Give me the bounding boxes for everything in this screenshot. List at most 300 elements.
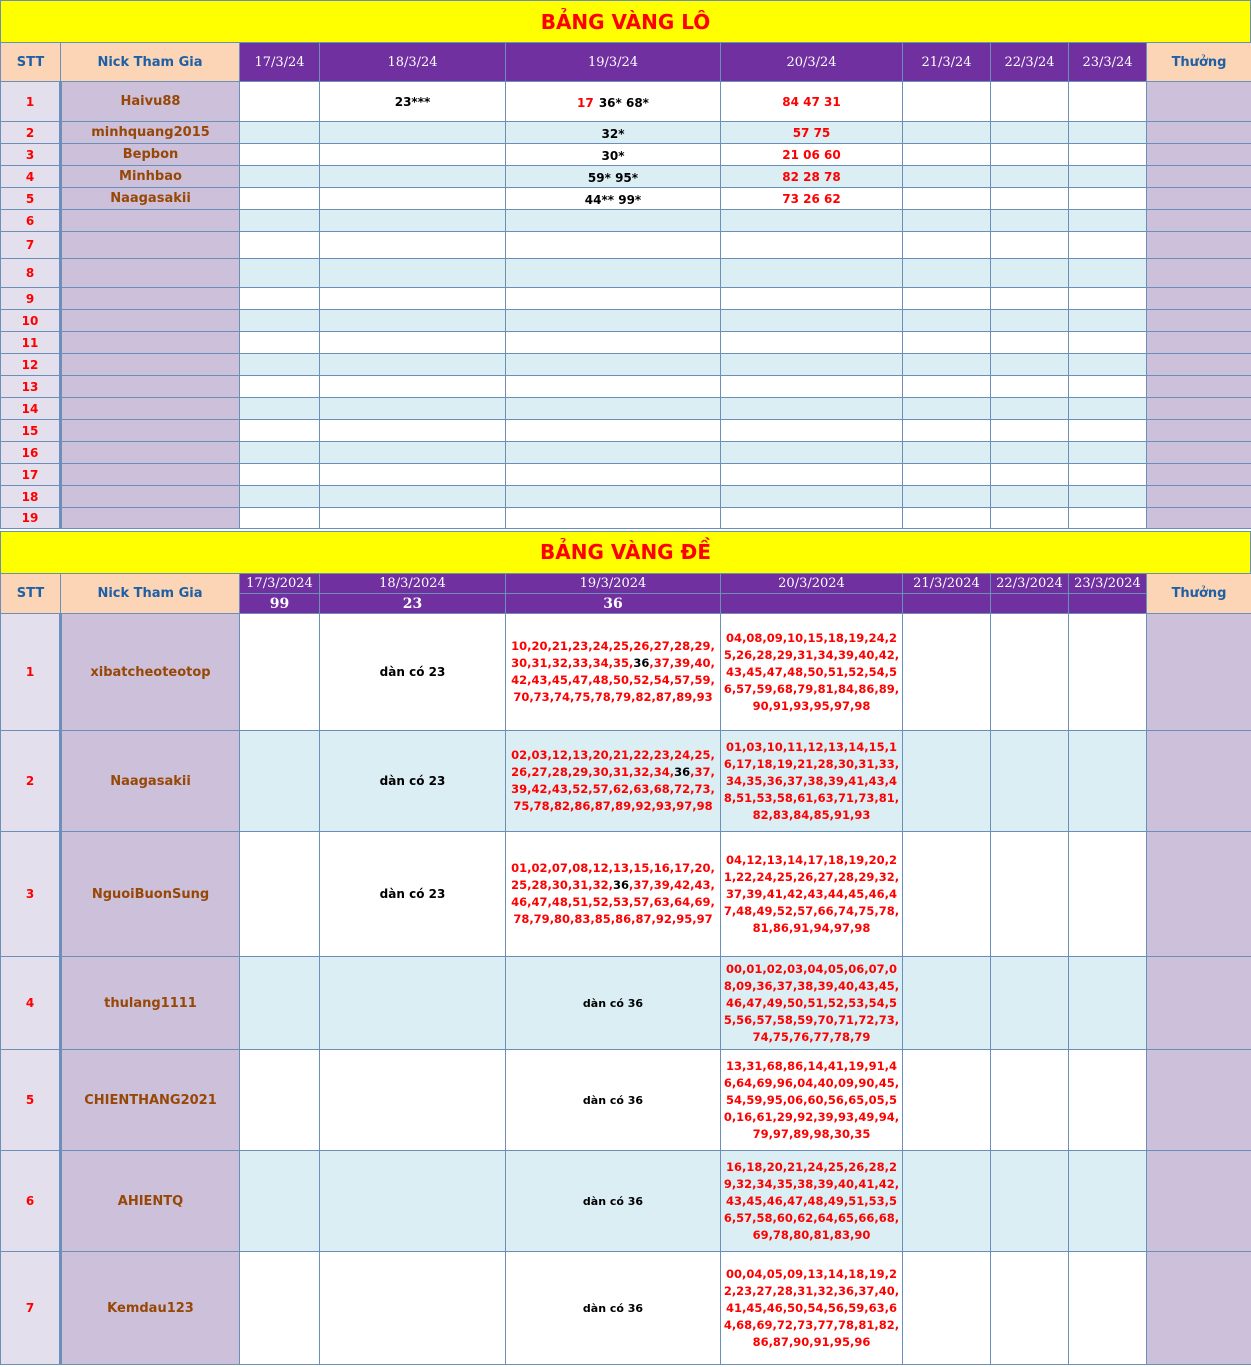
pick-numbers: 44** 99* bbox=[584, 193, 642, 207]
day-cell-21 bbox=[903, 957, 991, 1050]
nick-cell bbox=[61, 332, 240, 354]
de-table-row bbox=[1, 832, 1251, 957]
day-cell-20: 16,18,20,21,24,25,26,28,29,32,34,35,38,39,40,41,42,43,45,46,47,48,49,51,53,56,57,58,60,62,64,65,66,68,69,78,80,81,83,90 bbox=[721, 1151, 903, 1252]
lo-table-row bbox=[1, 232, 1251, 259]
day-cell-18 bbox=[320, 957, 506, 1050]
day-cell-17 bbox=[240, 259, 320, 288]
day-cell-22 bbox=[991, 420, 1069, 442]
lo-table-row bbox=[1, 166, 1251, 188]
day-cell-18 bbox=[320, 464, 506, 486]
day-cell-17 bbox=[240, 1151, 320, 1252]
lo-table-row bbox=[1, 464, 1251, 486]
day-cell-22 bbox=[991, 508, 1069, 529]
lo-header-date: 19/3/24 bbox=[506, 43, 721, 82]
day-cell-23 bbox=[1069, 1151, 1147, 1252]
hit-number: 36 bbox=[613, 878, 630, 892]
thuong-cell bbox=[1147, 420, 1251, 442]
day-cell-21 bbox=[903, 486, 991, 508]
de-header-date: 23/3/2024 bbox=[1069, 574, 1147, 594]
thuong-cell bbox=[1147, 508, 1251, 529]
day-cell-23 bbox=[1069, 332, 1147, 354]
day-cell-17 bbox=[240, 310, 320, 332]
thuong-cell bbox=[1147, 122, 1251, 144]
pick-numbers: ,37,39,40,42,43,45,47,48,50,52,54,57,59,70,73,74,75,78,79,82,87,89,93 bbox=[511, 656, 715, 704]
de-header-thuong: Thưởng bbox=[1147, 574, 1251, 614]
thuong-cell bbox=[1147, 166, 1251, 188]
day-cell-20 bbox=[721, 508, 903, 529]
day-cell-19 bbox=[506, 398, 721, 420]
nick-cell bbox=[61, 288, 240, 310]
day-cell-23 bbox=[1069, 232, 1147, 259]
day-cell-21 bbox=[903, 1252, 991, 1365]
day-cell-23 bbox=[1069, 288, 1147, 310]
day-cell-17 bbox=[240, 122, 320, 144]
day-cell-21 bbox=[903, 731, 991, 832]
day-cell-22 bbox=[991, 354, 1069, 376]
day-cell-19 bbox=[506, 188, 721, 210]
nick-cell: minhquang2015 bbox=[61, 122, 240, 144]
day-cell-22 bbox=[991, 442, 1069, 464]
thuong-cell bbox=[1147, 1050, 1251, 1151]
day-cell-19 bbox=[506, 210, 721, 232]
day-cell-19 bbox=[506, 232, 721, 259]
lo-header-date: 21/3/24 bbox=[903, 43, 991, 82]
lo-table-row bbox=[1, 210, 1251, 232]
day-cell-21 bbox=[903, 354, 991, 376]
day-cell-19 bbox=[506, 376, 721, 398]
day-cell-18 bbox=[320, 210, 506, 232]
de-header-date: 22/3/2024 bbox=[991, 574, 1069, 594]
day-cell-17 bbox=[240, 210, 320, 232]
day-cell-19 bbox=[506, 310, 721, 332]
day-cell-22 bbox=[991, 1252, 1069, 1365]
day-cell-17 bbox=[240, 232, 320, 259]
thuong-cell bbox=[1147, 144, 1251, 166]
de-header-date: 20/3/2024 bbox=[721, 574, 903, 594]
day-cell-17 bbox=[240, 288, 320, 310]
de-table-row bbox=[1, 957, 1251, 1050]
de-table-row bbox=[1, 1252, 1251, 1365]
day-cell-18 bbox=[320, 232, 506, 259]
day-cell-20: 01,03,10,11,12,13,14,15,16,17,18,19,21,28,30,31,33,34,35,36,37,38,39,41,43,48,51,53,58,61,63,71,73,81,82,83,84,85,91,93 bbox=[721, 731, 903, 832]
hit-number: 36 bbox=[674, 765, 691, 779]
day-cell-21 bbox=[903, 144, 991, 166]
day-cell-21 bbox=[903, 288, 991, 310]
day-cell-23 bbox=[1069, 188, 1147, 210]
day-cell-22 bbox=[991, 1151, 1069, 1252]
day-cell-18 bbox=[320, 486, 506, 508]
nick-cell: Minhbao bbox=[61, 166, 240, 188]
lo-table-row bbox=[1, 442, 1251, 464]
stt-cell: 10 bbox=[1, 310, 61, 332]
day-cell-19 bbox=[506, 122, 721, 144]
day-cell-19 bbox=[506, 288, 721, 310]
stt-cell: 5 bbox=[1, 1050, 61, 1151]
pick-numbers: 01,02,07,08,12,13,15,16,17,20,25,28,30,31,32, bbox=[511, 861, 715, 892]
pick-numbers: 02,03,12,13,20,21,22,23,24,25,26,27,28,29,30,31,32,34, bbox=[511, 748, 715, 779]
thuong-cell bbox=[1147, 332, 1251, 354]
hit-number: 36 bbox=[633, 656, 650, 670]
lo-header-date: 22/3/24 bbox=[991, 43, 1069, 82]
day-cell-21 bbox=[903, 82, 991, 122]
de-result: 99 bbox=[240, 594, 320, 614]
day-cell-20 bbox=[721, 354, 903, 376]
lo-header-thuong: Thưởng bbox=[1147, 43, 1251, 82]
day-cell-22 bbox=[991, 188, 1069, 210]
thuong-cell bbox=[1147, 398, 1251, 420]
day-cell-23 bbox=[1069, 144, 1147, 166]
nick-cell: Bepbon bbox=[61, 144, 240, 166]
pick-numbers: 36* 68* bbox=[598, 96, 649, 110]
de-table bbox=[0, 573, 1251, 1365]
nick-cell bbox=[61, 398, 240, 420]
day-cell-18 bbox=[320, 398, 506, 420]
nick-cell bbox=[61, 442, 240, 464]
lo-table-row bbox=[1, 288, 1251, 310]
thuong-cell bbox=[1147, 188, 1251, 210]
day-cell-22 bbox=[991, 1050, 1069, 1151]
nick-cell bbox=[61, 508, 240, 529]
de-header-stt: STT bbox=[1, 574, 61, 614]
thuong-cell bbox=[1147, 376, 1251, 398]
thuong-cell bbox=[1147, 310, 1251, 332]
lo-header-date: 20/3/24 bbox=[721, 43, 903, 82]
nick-cell bbox=[61, 376, 240, 398]
stt-cell: 4 bbox=[1, 957, 61, 1050]
day-cell-20 bbox=[721, 332, 903, 354]
day-cell-19 bbox=[506, 508, 721, 529]
de-header-date: 19/3/2024 bbox=[506, 574, 721, 594]
day-cell-20 bbox=[721, 310, 903, 332]
day-cell-23 bbox=[1069, 442, 1147, 464]
day-cell-20 bbox=[721, 232, 903, 259]
day-cell-23 bbox=[1069, 731, 1147, 832]
nick-cell bbox=[61, 232, 240, 259]
nick-cell bbox=[61, 259, 240, 288]
nick-cell: Kemdau123 bbox=[61, 1252, 240, 1365]
nick-cell bbox=[61, 310, 240, 332]
day-cell-21 bbox=[903, 614, 991, 731]
day-cell-22 bbox=[991, 310, 1069, 332]
stt-cell: 8 bbox=[1, 259, 61, 288]
day-cell-20 bbox=[721, 486, 903, 508]
pick-numbers: ,37,39,42,43,52,57,62,63,68,72,73,75,78,82,86,87,89,92,93,97,98 bbox=[511, 765, 715, 813]
lo-table-row bbox=[1, 398, 1251, 420]
de-result: 36 bbox=[506, 594, 721, 614]
lo-table-row bbox=[1, 332, 1251, 354]
day-cell-19: dàn có 36 bbox=[506, 1151, 721, 1252]
day-cell-18 bbox=[320, 1050, 506, 1151]
stt-cell: 11 bbox=[1, 332, 61, 354]
day-cell-23 bbox=[1069, 614, 1147, 731]
day-cell-23 bbox=[1069, 1252, 1147, 1365]
day-cell-21 bbox=[903, 420, 991, 442]
day-cell-22 bbox=[991, 232, 1069, 259]
day-cell-17 bbox=[240, 376, 320, 398]
day-cell-17 bbox=[240, 1252, 320, 1365]
thuong-cell bbox=[1147, 210, 1251, 232]
day-cell-19 bbox=[506, 731, 721, 832]
day-cell-17 bbox=[240, 486, 320, 508]
day-cell-20: 82 28 78 bbox=[721, 166, 903, 188]
day-cell-20: 04,08,09,10,15,18,19,24,25,26,28,29,31,34,39,40,42,43,45,47,48,50,51,52,54,56,57,59,68,79,81,84,86,89,90,91,93,95,97,98 bbox=[721, 614, 903, 731]
day-cell-21 bbox=[903, 1050, 991, 1151]
hit-number: 17 bbox=[577, 96, 594, 110]
day-cell-18 bbox=[320, 188, 506, 210]
stt-cell: 5 bbox=[1, 188, 61, 210]
day-cell-18 bbox=[320, 420, 506, 442]
day-cell-22 bbox=[991, 144, 1069, 166]
de-result bbox=[903, 594, 991, 614]
de-header-date: 18/3/2024 bbox=[320, 574, 506, 594]
day-cell-21 bbox=[903, 310, 991, 332]
stt-cell: 16 bbox=[1, 442, 61, 464]
stt-cell: 12 bbox=[1, 354, 61, 376]
day-cell-21 bbox=[903, 332, 991, 354]
lo-header-row bbox=[1, 43, 1251, 82]
nick-cell bbox=[61, 210, 240, 232]
day-cell-19 bbox=[506, 442, 721, 464]
stt-cell: 17 bbox=[1, 464, 61, 486]
stt-cell: 7 bbox=[1, 1252, 61, 1365]
de-table-row bbox=[1, 731, 1251, 832]
stt-cell: 6 bbox=[1, 1151, 61, 1252]
thuong-cell bbox=[1147, 259, 1251, 288]
day-cell-23 bbox=[1069, 210, 1147, 232]
stt-cell: 6 bbox=[1, 210, 61, 232]
day-cell-17 bbox=[240, 188, 320, 210]
day-cell-22 bbox=[991, 166, 1069, 188]
day-cell-17 bbox=[240, 354, 320, 376]
day-cell-21 bbox=[903, 259, 991, 288]
day-cell-23 bbox=[1069, 82, 1147, 122]
day-cell-19 bbox=[506, 332, 721, 354]
day-cell-21 bbox=[903, 1151, 991, 1252]
stt-cell: 15 bbox=[1, 420, 61, 442]
stt-cell: 13 bbox=[1, 376, 61, 398]
day-cell-18 bbox=[320, 288, 506, 310]
pick-numbers: 32* bbox=[601, 127, 625, 141]
day-cell-23 bbox=[1069, 508, 1147, 529]
day-cell-22 bbox=[991, 332, 1069, 354]
lo-header-date: 17/3/24 bbox=[240, 43, 320, 82]
day-cell-17 bbox=[240, 442, 320, 464]
day-cell-20: 00,04,05,09,13,14,18,19,22,23,27,28,31,32,36,37,40,41,45,46,50,54,56,59,63,64,68,69,72,73,77,78,81,82,86,87,90,91,95,96 bbox=[721, 1252, 903, 1365]
day-cell-20: 21 06 60 bbox=[721, 144, 903, 166]
day-cell-21 bbox=[903, 442, 991, 464]
thuong-cell bbox=[1147, 1252, 1251, 1365]
day-cell-22 bbox=[991, 82, 1069, 122]
de-result: 23 bbox=[320, 594, 506, 614]
day-cell-21 bbox=[903, 398, 991, 420]
day-cell-20 bbox=[721, 288, 903, 310]
day-cell-19 bbox=[506, 144, 721, 166]
day-cell-18 bbox=[320, 376, 506, 398]
day-cell-18 bbox=[320, 332, 506, 354]
lo-body bbox=[1, 82, 1251, 529]
day-cell-23 bbox=[1069, 486, 1147, 508]
day-cell-18 bbox=[320, 442, 506, 464]
day-cell-17 bbox=[240, 464, 320, 486]
stt-cell: 2 bbox=[1, 731, 61, 832]
stt-cell: 2 bbox=[1, 122, 61, 144]
day-cell-23 bbox=[1069, 376, 1147, 398]
lo-table-row bbox=[1, 420, 1251, 442]
day-cell-19 bbox=[506, 166, 721, 188]
day-cell-23 bbox=[1069, 354, 1147, 376]
day-cell-18 bbox=[320, 354, 506, 376]
nick-cell bbox=[61, 464, 240, 486]
day-cell-21 bbox=[903, 210, 991, 232]
stt-cell: 1 bbox=[1, 614, 61, 731]
nick-cell: CHIENTHANG2021 bbox=[61, 1050, 240, 1151]
lo-table-row bbox=[1, 376, 1251, 398]
de-result bbox=[721, 594, 903, 614]
day-cell-20 bbox=[721, 464, 903, 486]
day-cell-23 bbox=[1069, 259, 1147, 288]
day-cell-20: 57 75 bbox=[721, 122, 903, 144]
day-cell-23 bbox=[1069, 166, 1147, 188]
nick-cell: Naagasakii bbox=[61, 188, 240, 210]
day-cell-22 bbox=[991, 486, 1069, 508]
day-cell-17 bbox=[240, 82, 320, 122]
thuong-cell bbox=[1147, 614, 1251, 731]
day-cell-18: dàn có 23 bbox=[320, 731, 506, 832]
day-cell-20: 73 26 62 bbox=[721, 188, 903, 210]
day-cell-22 bbox=[991, 832, 1069, 957]
day-cell-20 bbox=[721, 398, 903, 420]
day-cell-17 bbox=[240, 731, 320, 832]
thuong-cell bbox=[1147, 82, 1251, 122]
de-header-date: 21/3/2024 bbox=[903, 574, 991, 594]
stt-cell: 19 bbox=[1, 508, 61, 529]
day-cell-17 bbox=[240, 832, 320, 957]
thuong-cell bbox=[1147, 486, 1251, 508]
day-cell-19 bbox=[506, 614, 721, 731]
de-result bbox=[991, 594, 1069, 614]
day-cell-18 bbox=[320, 508, 506, 529]
stt-cell: 14 bbox=[1, 398, 61, 420]
day-cell-20: 04,12,13,14,17,18,19,20,21,22,24,25,26,27,28,29,32,37,39,41,42,43,44,45,46,47,48,49,52,57,66,74,75,78,81,86,91,94,97,98 bbox=[721, 832, 903, 957]
nick-cell bbox=[61, 354, 240, 376]
day-cell-17 bbox=[240, 614, 320, 731]
day-cell-21 bbox=[903, 832, 991, 957]
day-cell-18 bbox=[320, 1252, 506, 1365]
day-cell-19: dàn có 36 bbox=[506, 957, 721, 1050]
day-cell-17 bbox=[240, 144, 320, 166]
day-cell-17 bbox=[240, 508, 320, 529]
day-cell-22 bbox=[991, 210, 1069, 232]
day-cell-23 bbox=[1069, 832, 1147, 957]
stt-cell: 3 bbox=[1, 832, 61, 957]
lo-table-row bbox=[1, 508, 1251, 529]
thuong-cell bbox=[1147, 288, 1251, 310]
stt-cell: 9 bbox=[1, 288, 61, 310]
day-cell-22 bbox=[991, 614, 1069, 731]
day-cell-18 bbox=[320, 259, 506, 288]
day-cell-20: 13,31,68,86,14,41,19,91,46,64,69,96,04,40,09,90,45,54,59,95,06,60,56,65,05,50,16,61,29,92,39,93,49,94,79,97,89,98,30,35 bbox=[721, 1050, 903, 1151]
thuong-cell bbox=[1147, 957, 1251, 1050]
day-cell-23 bbox=[1069, 1050, 1147, 1151]
lo-table bbox=[0, 42, 1251, 529]
lo-header-date: 18/3/24 bbox=[320, 43, 506, 82]
day-cell-23 bbox=[1069, 398, 1147, 420]
day-cell-17 bbox=[240, 420, 320, 442]
thuong-cell bbox=[1147, 464, 1251, 486]
day-cell-19: dàn có 36 bbox=[506, 1252, 721, 1365]
stt-cell: 4 bbox=[1, 166, 61, 188]
day-cell-19: dàn có 36 bbox=[506, 1050, 721, 1151]
nick-cell: xibatcheoteotop bbox=[61, 614, 240, 731]
day-cell-23 bbox=[1069, 464, 1147, 486]
stt-cell: 3 bbox=[1, 144, 61, 166]
pick-numbers: ,37,39,42,43,46,47,48,51,52,53,57,63,64,69,78,79,80,83,85,86,87,92,95,97 bbox=[511, 878, 715, 926]
stt-cell: 1 bbox=[1, 82, 61, 122]
day-cell-20: 84 47 31 bbox=[721, 82, 903, 122]
thuong-cell bbox=[1147, 1151, 1251, 1252]
lo-header-stt: STT bbox=[1, 43, 61, 82]
day-cell-20 bbox=[721, 420, 903, 442]
de-result bbox=[1069, 594, 1147, 614]
day-cell-19 bbox=[506, 486, 721, 508]
day-cell-19 bbox=[506, 354, 721, 376]
de-header-nick: Nick Tham Gia bbox=[61, 574, 240, 614]
day-cell-22 bbox=[991, 398, 1069, 420]
day-cell-21 bbox=[903, 464, 991, 486]
stt-cell: 18 bbox=[1, 486, 61, 508]
day-cell-21 bbox=[903, 122, 991, 144]
nick-cell: Naagasakii bbox=[61, 731, 240, 832]
day-cell-20 bbox=[721, 442, 903, 464]
lo-table-row bbox=[1, 144, 1251, 166]
stt-cell: 7 bbox=[1, 232, 61, 259]
de-header-date: 17/3/2024 bbox=[240, 574, 320, 594]
day-cell-19 bbox=[506, 420, 721, 442]
day-cell-18: 23*** bbox=[320, 82, 506, 122]
de-table-row bbox=[1, 1151, 1251, 1252]
pick-numbers: 59* 95* bbox=[587, 171, 639, 185]
lo-table-row bbox=[1, 82, 1251, 122]
day-cell-22 bbox=[991, 288, 1069, 310]
thuong-cell bbox=[1147, 442, 1251, 464]
day-cell-21 bbox=[903, 188, 991, 210]
lo-title: BẢNG VÀNG LÔ bbox=[0, 0, 1251, 44]
day-cell-18 bbox=[320, 122, 506, 144]
day-cell-23 bbox=[1069, 310, 1147, 332]
nick-cell: Haivu88 bbox=[61, 82, 240, 122]
day-cell-23 bbox=[1069, 122, 1147, 144]
de-table-row bbox=[1, 1050, 1251, 1151]
lo-table-row bbox=[1, 188, 1251, 210]
lo-table-row bbox=[1, 122, 1251, 144]
day-cell-19 bbox=[506, 259, 721, 288]
day-cell-19 bbox=[506, 832, 721, 957]
day-cell-17 bbox=[240, 332, 320, 354]
day-cell-19 bbox=[506, 464, 721, 486]
day-cell-23 bbox=[1069, 957, 1147, 1050]
day-cell-19 bbox=[506, 82, 721, 122]
day-cell-22 bbox=[991, 122, 1069, 144]
de-header-row bbox=[1, 574, 1251, 594]
lo-table-row bbox=[1, 259, 1251, 288]
pick-numbers: 30* bbox=[601, 149, 625, 163]
nick-cell bbox=[61, 420, 240, 442]
pick-numbers: 10,20,21,23,24,25,26,27,28,29,30,31,32,33,34,35, bbox=[511, 639, 715, 670]
thuong-cell bbox=[1147, 731, 1251, 832]
nick-cell: AHIENTQ bbox=[61, 1151, 240, 1252]
day-cell-17 bbox=[240, 166, 320, 188]
day-cell-17 bbox=[240, 957, 320, 1050]
